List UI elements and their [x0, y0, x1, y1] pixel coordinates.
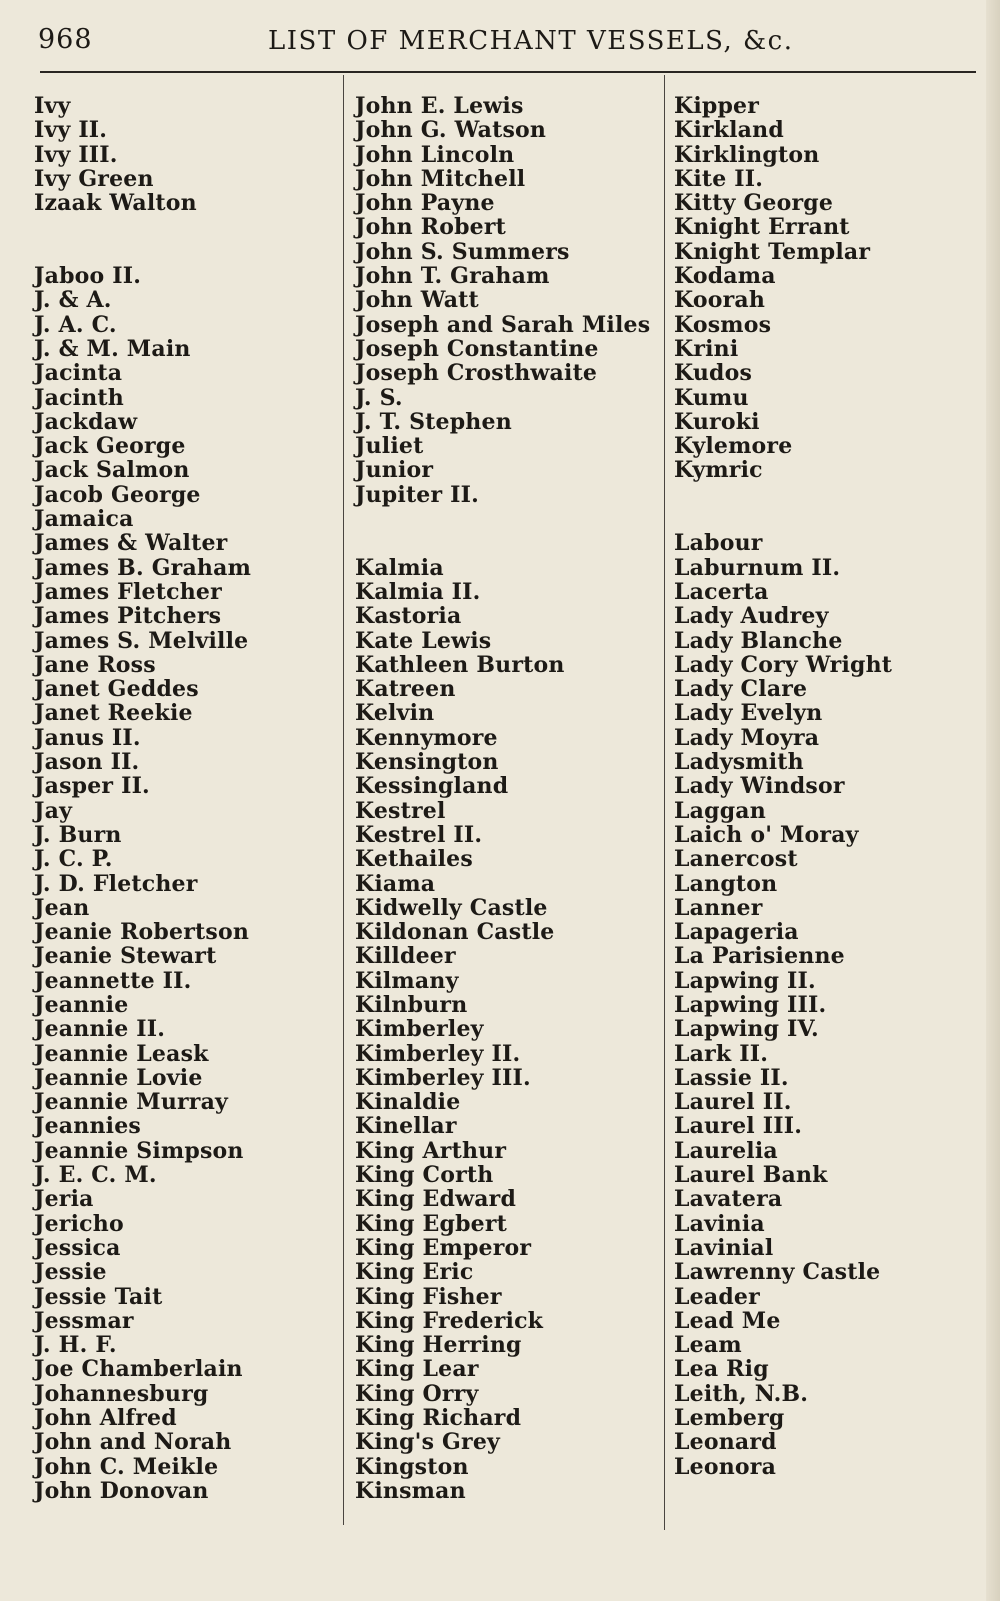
vessel-name: Lemberg	[674, 1405, 785, 1432]
vessel-name: Kudos	[674, 360, 753, 387]
vessel-name: Kite II.	[674, 165, 764, 192]
vessel-name: Lapwing II.	[674, 967, 816, 994]
vessel-name: Jeannie	[34, 991, 129, 1018]
vessel-name: King Emperor	[355, 1234, 532, 1261]
vessel-name: Janet Reekie	[34, 700, 193, 727]
vessel-name: Lapageria	[674, 919, 799, 946]
vessel-name: Leam	[674, 1332, 742, 1359]
vessel-name: Lady Clare	[674, 676, 808, 703]
vessel-name: King Edward	[355, 1186, 517, 1213]
vessel-name: Labour	[674, 530, 763, 557]
vessel-name: Jeria	[34, 1186, 94, 1213]
vessel-name: Laburnum II.	[674, 554, 841, 581]
vessel-name: Leonora	[674, 1453, 777, 1480]
vessel-name: Ladysmith	[674, 749, 804, 776]
vessel-name: Kelvin	[355, 700, 435, 727]
section-gap	[355, 507, 650, 556]
vessel-name: John Lincoln	[355, 141, 515, 168]
vessel-name: King's Grey	[355, 1429, 500, 1456]
vessel-name: John S. Summers	[355, 238, 570, 265]
vessel-name: Kastoria	[355, 603, 462, 630]
vessel-name: Killdeer	[355, 943, 456, 970]
vessel-name: Lapwing III.	[674, 991, 827, 1018]
vessel-name: Kensington	[355, 749, 499, 776]
vessel-name: Jeannie Murray	[34, 1089, 229, 1116]
vessel-name: Laich o' Moray	[674, 821, 859, 848]
vessel-name: Jack Salmon	[34, 457, 190, 484]
vessel-name: Jeannette II.	[34, 967, 192, 994]
vessel-name: John T. Graham	[355, 263, 550, 290]
vessel-name: Lavinial	[674, 1234, 774, 1261]
vessel-name: Knight Templar	[674, 238, 871, 265]
section-gap	[34, 215, 251, 264]
vessel-name: J. A. C.	[34, 311, 117, 338]
vessel-name: Lassie II.	[674, 1064, 789, 1091]
vessel-name: Lanercost	[674, 846, 798, 873]
vessel-name: Lacerta	[674, 578, 769, 605]
vessel-name: Knight Errant	[674, 214, 850, 241]
vessel-name: Leith, N.B.	[674, 1380, 809, 1407]
header-rule	[40, 71, 976, 73]
vessel-name: Kethailes	[355, 846, 473, 873]
vessel-name: J. & A.	[34, 287, 112, 314]
vessel-name: Lady Cory Wright	[674, 651, 893, 678]
vessel-name: John Payne	[355, 190, 495, 217]
vessel-column-1	[34, 94, 251, 1503]
vessel-name: La Parisienne	[674, 943, 845, 970]
vessel-name: Kalmia	[355, 554, 444, 581]
page-edge	[986, 0, 1000, 1601]
vessel-name: Lark II.	[674, 1040, 769, 1067]
vessel-name: Kinaldie	[355, 1089, 461, 1116]
vessel-name: John C. Meikle	[34, 1453, 219, 1480]
vessel-name: King Orry	[355, 1380, 479, 1407]
vessel-name: Langton	[674, 870, 778, 897]
vessel-name: Kildonan Castle	[355, 919, 555, 946]
vessel-name: Laurel II.	[674, 1089, 792, 1116]
vessel-name: Jacinth	[34, 384, 124, 411]
vessel-name: King Lear	[355, 1356, 479, 1383]
column-divider-1	[343, 75, 344, 1525]
vessel-column-2	[355, 94, 650, 1503]
vessel-name: Jeannie Lovie	[34, 1064, 203, 1091]
vessel-name: Johannesburg	[34, 1380, 209, 1407]
vessel-name: Jessie Tait	[34, 1283, 163, 1310]
vessel-name: Lavatera	[674, 1186, 783, 1213]
vessel-name: King Fisher	[355, 1283, 502, 1310]
column-divider-2	[664, 75, 665, 1530]
vessel-name: Joe Chamberlain	[34, 1356, 243, 1383]
vessel-name: King Herring	[355, 1332, 522, 1359]
vessel-name: Kylemore	[674, 433, 793, 460]
vessel-name: James S. Melville	[34, 627, 249, 654]
vessel-name: Jackdaw	[34, 408, 138, 435]
vessel-name: Kestrel II.	[355, 821, 483, 848]
vessel-name: Kiama	[355, 870, 436, 897]
vessel-name: King Frederick	[355, 1307, 544, 1334]
vessel-name: John Mitchell	[355, 165, 526, 192]
vessel-name: Kosmos	[674, 311, 772, 338]
vessel-name: J. E. C. M.	[34, 1162, 157, 1189]
vessel-name: Lady Moyra	[674, 724, 820, 751]
vessel-name: Joseph and Sarah Miles	[355, 311, 651, 338]
vessel-name: Leonard	[674, 1429, 777, 1456]
vessel-name: Jeannie Leask	[34, 1040, 209, 1067]
vessel-name: John and Norah	[34, 1429, 232, 1456]
vessel-name: Kathleen Burton	[355, 651, 565, 678]
vessel-name: Joseph Crosthwaite	[355, 360, 598, 387]
vessel-name: Laurelia	[674, 1137, 778, 1164]
vessel-name: Kingston	[355, 1453, 469, 1480]
running-title: LIST OF MERCHANT VESSELS, &c.	[268, 26, 794, 56]
vessel-name: Kinsman	[355, 1477, 466, 1504]
vessel-name: Jeannies	[34, 1113, 141, 1140]
vessel-name: James Fletcher	[34, 578, 222, 605]
vessel-name: Lady Blanche	[674, 627, 843, 654]
vessel-name: Jupiter II.	[355, 481, 479, 508]
vessel-column-3	[674, 94, 892, 1479]
vessel-name: J. T. Stephen	[355, 408, 512, 435]
page-number: 968	[38, 24, 93, 55]
vessel-name: Ivy II.	[34, 117, 108, 144]
vessel-name: J. S.	[355, 384, 403, 411]
vessel-name: Lady Audrey	[674, 603, 829, 630]
vessel-name: Jeannie Simpson	[34, 1137, 244, 1164]
vessel-name: Laurel Bank	[674, 1162, 828, 1189]
vessel-name: John E. Lewis	[355, 93, 524, 119]
vessel-name: King Richard	[355, 1405, 522, 1432]
vessel-name: Kumu	[674, 384, 749, 411]
vessel-name: Koorah	[674, 287, 766, 314]
vessel-name: Kimberley II.	[355, 1040, 521, 1067]
vessel-name: Ivy III.	[34, 141, 118, 168]
vessel-name: Jay	[34, 797, 73, 824]
vessel-name: Kirkland	[674, 117, 784, 144]
vessel-name: Kilnburn	[355, 991, 468, 1018]
vessel-name: Kate Lewis	[355, 627, 492, 654]
vessel-name: John Donovan	[34, 1477, 209, 1504]
vessel-name: John G. Watson	[355, 117, 547, 144]
vessel-name: John Alfred	[34, 1405, 177, 1432]
vessel-name: Jacinta	[34, 360, 123, 387]
vessel-name: Jean	[34, 894, 90, 921]
vessel-name: Kirklington	[674, 141, 820, 168]
vessel-name: Jasper II.	[34, 773, 150, 800]
vessel-name: Krini	[674, 335, 739, 362]
vessel-name: Jack George	[34, 433, 186, 460]
vessel-name: Kimberley III.	[355, 1064, 531, 1091]
vessel-name: Laurel III.	[674, 1113, 803, 1140]
vessel-name: John Watt	[355, 287, 479, 314]
vessel-name: Jacob George	[34, 481, 201, 508]
vessel-name: Kipper	[674, 93, 760, 119]
vessel-name: Janus II.	[34, 724, 141, 751]
vessel-name: J. D. Fletcher	[34, 870, 198, 897]
vessel-name: Kennymore	[355, 724, 498, 751]
vessel-name: King Corth	[355, 1162, 494, 1189]
vessel-name: Lanner	[674, 894, 763, 921]
vessel-name: King Arthur	[355, 1137, 507, 1164]
vessel-name: Kodama	[674, 263, 776, 290]
vessel-name: Kuroki	[674, 408, 760, 435]
vessel-name: Lawrenny Castle	[674, 1259, 881, 1286]
vessel-name: Katreen	[355, 676, 456, 703]
vessel-name: J. C. P.	[34, 846, 113, 873]
vessel-name: Kidwelly Castle	[355, 894, 548, 921]
vessel-name: Jessie	[34, 1259, 107, 1286]
vessel-name: Kestrel	[355, 797, 446, 824]
vessel-name: J. H. F.	[34, 1332, 117, 1359]
vessel-name: James B. Graham	[34, 554, 252, 581]
vessel-name: James Pitchers	[34, 603, 222, 630]
vessel-name: Laggan	[674, 797, 766, 824]
section-gap	[674, 483, 892, 532]
vessel-name: Jessica	[34, 1234, 121, 1261]
vessel-name: Lady Evelyn	[674, 700, 823, 727]
vessel-name: Lea Rig	[674, 1356, 769, 1383]
vessel-name: J. Burn	[34, 821, 122, 848]
vessel-name: Lapwing IV.	[674, 1016, 819, 1043]
vessel-name: Juliet	[355, 433, 424, 460]
vessel-name: Kalmia II.	[355, 578, 481, 605]
vessel-name: Kessingland	[355, 773, 509, 800]
vessel-name: Kimberley	[355, 1016, 484, 1043]
vessel-name: Kinellar	[355, 1113, 457, 1140]
vessel-name: Jane Ross	[34, 651, 156, 678]
vessel-name: John Robert	[355, 214, 507, 241]
vessel-name: Izaak Walton	[34, 190, 197, 217]
vessel-name: Jessmar	[34, 1307, 134, 1334]
vessel-name: Ivy Green	[34, 165, 154, 192]
vessel-name: Kymric	[674, 457, 763, 484]
vessel-name: James & Walter	[34, 530, 228, 557]
vessel-name: Jeanie Robertson	[34, 919, 250, 946]
vessel-name: Lead Me	[674, 1307, 781, 1334]
vessel-name: Lady Windsor	[674, 773, 845, 800]
vessel-name: Janet Geddes	[34, 676, 199, 703]
vessel-name: Kitty George	[674, 190, 834, 217]
vessel-name: Joseph Constantine	[355, 335, 599, 362]
vessel-name: Jeanie Stewart	[34, 943, 217, 970]
vessel-name: Ivy	[34, 93, 71, 119]
vessel-name: Kilmany	[355, 967, 459, 994]
vessel-name: Lavinia	[674, 1210, 765, 1237]
vessel-name: Jaboo II.	[34, 263, 142, 290]
vessel-name: Jeannie II.	[34, 1016, 166, 1043]
vessel-name: Junior	[355, 457, 434, 484]
vessel-name: Jason II.	[34, 749, 140, 776]
vessel-name: J. & M. Main	[34, 335, 191, 362]
vessel-name: King Egbert	[355, 1210, 507, 1237]
vessel-name: Leader	[674, 1283, 760, 1310]
vessel-name: Jericho	[34, 1210, 124, 1237]
vessel-name: King Eric	[355, 1259, 474, 1286]
vessel-name: Jamaica	[34, 506, 134, 533]
